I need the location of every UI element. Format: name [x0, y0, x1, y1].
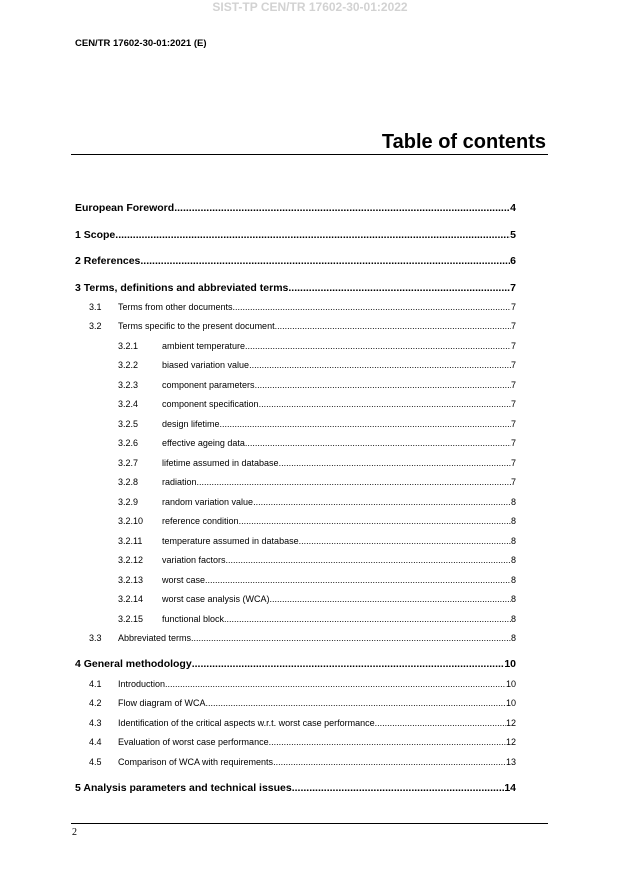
- toc-entry-label: 1 Scope: [75, 229, 116, 241]
- toc-entry-page: 10: [505, 698, 516, 708]
- toc-entry-label: Abbreviated terms: [118, 633, 192, 643]
- toc-entry[interactable]: [118, 496, 516, 508]
- toc-entry-page: 8: [510, 633, 516, 643]
- page-title: Table of contents: [381, 131, 546, 153]
- toc-entry-label: 4 General methodology: [75, 658, 192, 670]
- toc-dot-leader: [226, 554, 511, 566]
- toc-entry-page: 7: [510, 282, 516, 294]
- toc-entry-number: 3.2.6: [118, 438, 139, 448]
- toc-dot-leader: [206, 697, 506, 709]
- toc-entry[interactable]: [75, 202, 516, 214]
- toc-entry-label: 2 References: [75, 255, 141, 267]
- toc-entry-page: 10: [505, 679, 516, 689]
- toc-entry-page: 7: [510, 458, 516, 468]
- toc-entry-number: 3.2.2: [118, 360, 139, 370]
- toc-entry-label: radiation: [162, 477, 197, 487]
- toc-entry-page: 8: [510, 516, 516, 526]
- toc-entry-number: 3.2.3: [118, 380, 139, 390]
- toc-entry[interactable]: [118, 379, 516, 391]
- toc-entry-number: 3.2.7: [118, 458, 139, 468]
- toc-entry-label: variation factors: [162, 555, 226, 565]
- toc-entry-number: 4.4: [89, 737, 102, 747]
- toc-entry-label: worst case analysis (WCA): [162, 594, 270, 604]
- toc-entry[interactable]: [89, 320, 516, 332]
- page-number: 2: [72, 827, 77, 838]
- toc-entry[interactable]: [118, 554, 516, 566]
- watermark: SIST-TP CEN/TR 17602-30-01:2022: [212, 0, 408, 14]
- toc-entry-number: 3.2.1: [118, 341, 139, 351]
- toc-entry-label: component specification: [162, 399, 259, 409]
- toc-entry[interactable]: [118, 359, 516, 371]
- toc-entry[interactable]: [89, 678, 516, 690]
- toc-entry-label: Comparison of WCA with requirements: [118, 757, 274, 767]
- toc-entry[interactable]: [118, 418, 516, 430]
- toc-entry-number: 3.2.10: [118, 516, 144, 526]
- footer-divider: [71, 823, 548, 824]
- toc-dot-leader: [224, 613, 511, 625]
- toc-dot-leader: [205, 574, 511, 586]
- toc-entry-number: 3.2.8: [118, 477, 139, 487]
- toc-entry-label: 5 Analysis parameters and technical issues: [75, 782, 292, 794]
- toc-entry-label: Evaluation of worst case performance: [118, 737, 269, 747]
- document-id: CEN/TR 17602-30-01:2021 (E): [75, 38, 207, 49]
- toc-dot-leader: [165, 678, 506, 690]
- toc-entry-page: 4: [510, 202, 516, 214]
- toc-dot-leader: [220, 418, 511, 430]
- toc-entry-page: 7: [510, 360, 516, 370]
- toc-dot-leader: [249, 359, 511, 371]
- toc-entry-label: temperature assumed in database: [162, 536, 299, 546]
- toc-dot-leader: [239, 515, 511, 527]
- toc-dot-leader: [269, 736, 506, 748]
- toc-entry-label: functional block: [162, 614, 225, 624]
- toc-entry[interactable]: [75, 782, 516, 794]
- toc-entry-label: Flow diagram of WCA: [118, 698, 206, 708]
- toc-dot-leader: [245, 437, 511, 449]
- toc-entry-page: 8: [510, 497, 516, 507]
- toc-entry-page: 10: [504, 658, 516, 670]
- toc-entry-page: 13: [505, 757, 516, 767]
- toc-entry-page: 12: [505, 718, 516, 728]
- toc-entry-label: random variation value: [162, 497, 254, 507]
- toc-entry-number: 3.2.4: [118, 399, 139, 409]
- toc-dot-leader: [233, 301, 511, 313]
- toc-entry-label: design lifetime: [162, 419, 220, 429]
- toc-entry-label: biased variation value: [162, 360, 250, 370]
- toc-entry[interactable]: [89, 717, 516, 729]
- toc-entry-number: 3.3: [89, 633, 102, 643]
- toc-entry-page: 7: [510, 477, 516, 487]
- toc-entry-page: 12: [505, 737, 516, 747]
- toc-entry-number: 4.3: [89, 718, 102, 728]
- toc-dot-leader: [270, 593, 511, 605]
- toc-entry[interactable]: [75, 282, 516, 294]
- toc-entry-page: 8: [510, 614, 516, 624]
- toc-entry-number: 3.2: [89, 321, 102, 331]
- toc-entry-page: 8: [510, 536, 516, 546]
- toc-entry[interactable]: [118, 398, 516, 410]
- toc-entry-number: 4.2: [89, 698, 102, 708]
- toc-entry-label: Introduction: [118, 679, 166, 689]
- toc-entry-number: 4.5: [89, 757, 102, 767]
- toc-entry-label: component parameters: [162, 380, 255, 390]
- toc-entry[interactable]: [75, 229, 516, 241]
- toc-entry[interactable]: [118, 476, 516, 488]
- toc-entry-page: 7: [510, 321, 516, 331]
- toc-entry-label: effective ageing data: [162, 438, 245, 448]
- toc-dot-leader: [174, 202, 510, 214]
- toc-entry-page: 7: [510, 419, 516, 429]
- toc-dot-leader: [273, 756, 506, 768]
- toc-entry[interactable]: [89, 697, 516, 709]
- toc-entry-label: reference condition: [162, 516, 239, 526]
- toc-entry-page: 8: [510, 594, 516, 604]
- toc-entry-label: ambient temperature: [162, 341, 246, 351]
- toc-dot-leader: [288, 282, 510, 294]
- toc-entry-label: Terms specific to the present document: [118, 321, 275, 331]
- toc-entry-number: 3.2.11: [118, 536, 143, 546]
- toc-dot-leader: [255, 379, 511, 391]
- toc-dot-leader: [292, 782, 505, 794]
- toc-entry[interactable]: [118, 515, 516, 527]
- toc-dot-leader: [197, 476, 511, 488]
- toc-dot-leader: [253, 496, 511, 508]
- toc-dot-leader: [259, 398, 511, 410]
- toc-entry-label: Identification of the critical aspects w.r.t. worst case performance: [118, 718, 375, 728]
- toc-entry-page: 5: [510, 229, 516, 241]
- toc-dot-leader: [191, 632, 511, 644]
- toc-entry-label: Terms from other documents: [118, 302, 233, 312]
- toc-entry-page: 7: [510, 380, 516, 390]
- toc-entry[interactable]: [89, 301, 516, 313]
- toc-dot-leader: [140, 255, 510, 267]
- toc-entry[interactable]: [75, 255, 516, 267]
- toc-entry-page: 8: [510, 575, 516, 585]
- toc-entry[interactable]: [118, 535, 516, 547]
- toc-entry-page: 7: [510, 302, 516, 312]
- toc-entry-page: 6: [510, 255, 516, 267]
- toc-entry-label: lifetime assumed in database: [162, 458, 279, 468]
- toc-entry-number: 3.2.13: [118, 575, 144, 585]
- toc-entry-number: 3.1: [89, 302, 102, 312]
- toc-dot-leader: [279, 457, 511, 469]
- toc-entry[interactable]: [118, 437, 516, 449]
- toc-entry[interactable]: [89, 632, 516, 644]
- toc-entry[interactable]: [89, 756, 516, 768]
- toc-entry[interactable]: [118, 457, 516, 469]
- toc-entry-number: 3.2.14: [118, 594, 144, 604]
- toc-entry-number: 3.2.12: [118, 555, 144, 565]
- toc-dot-leader: [192, 658, 505, 670]
- toc-entry-number: 3.2.15: [118, 614, 144, 624]
- toc-dot-leader: [275, 320, 511, 332]
- toc-dot-leader: [375, 717, 506, 729]
- toc-entry-page: 7: [510, 438, 516, 448]
- toc-entry-label: 3 Terms, definitions and abbreviated terms: [75, 282, 289, 294]
- toc-entry[interactable]: [118, 574, 516, 586]
- toc-entry-number: 3.2.5: [118, 419, 139, 429]
- toc-entry-page: 7: [510, 399, 516, 409]
- toc-entry-label: worst case: [162, 575, 206, 585]
- toc-dot-leader: [115, 229, 510, 241]
- toc-entry[interactable]: [118, 340, 516, 352]
- toc-entry-number: 4.1: [89, 679, 102, 689]
- toc-entry[interactable]: [118, 593, 516, 605]
- toc-entry[interactable]: [75, 658, 516, 670]
- toc-entry-page: 8: [510, 555, 516, 565]
- toc-entry-label: European Foreword: [75, 202, 175, 214]
- toc-entry[interactable]: [89, 736, 516, 748]
- title-divider: [71, 154, 548, 155]
- toc-entry-page: 7: [510, 341, 516, 351]
- toc-entry[interactable]: [118, 613, 516, 625]
- toc-entry-number: 3.2.9: [118, 497, 139, 507]
- toc-dot-leader: [299, 535, 511, 547]
- toc-entry-page: 14: [504, 782, 516, 794]
- toc-dot-leader: [245, 340, 511, 352]
